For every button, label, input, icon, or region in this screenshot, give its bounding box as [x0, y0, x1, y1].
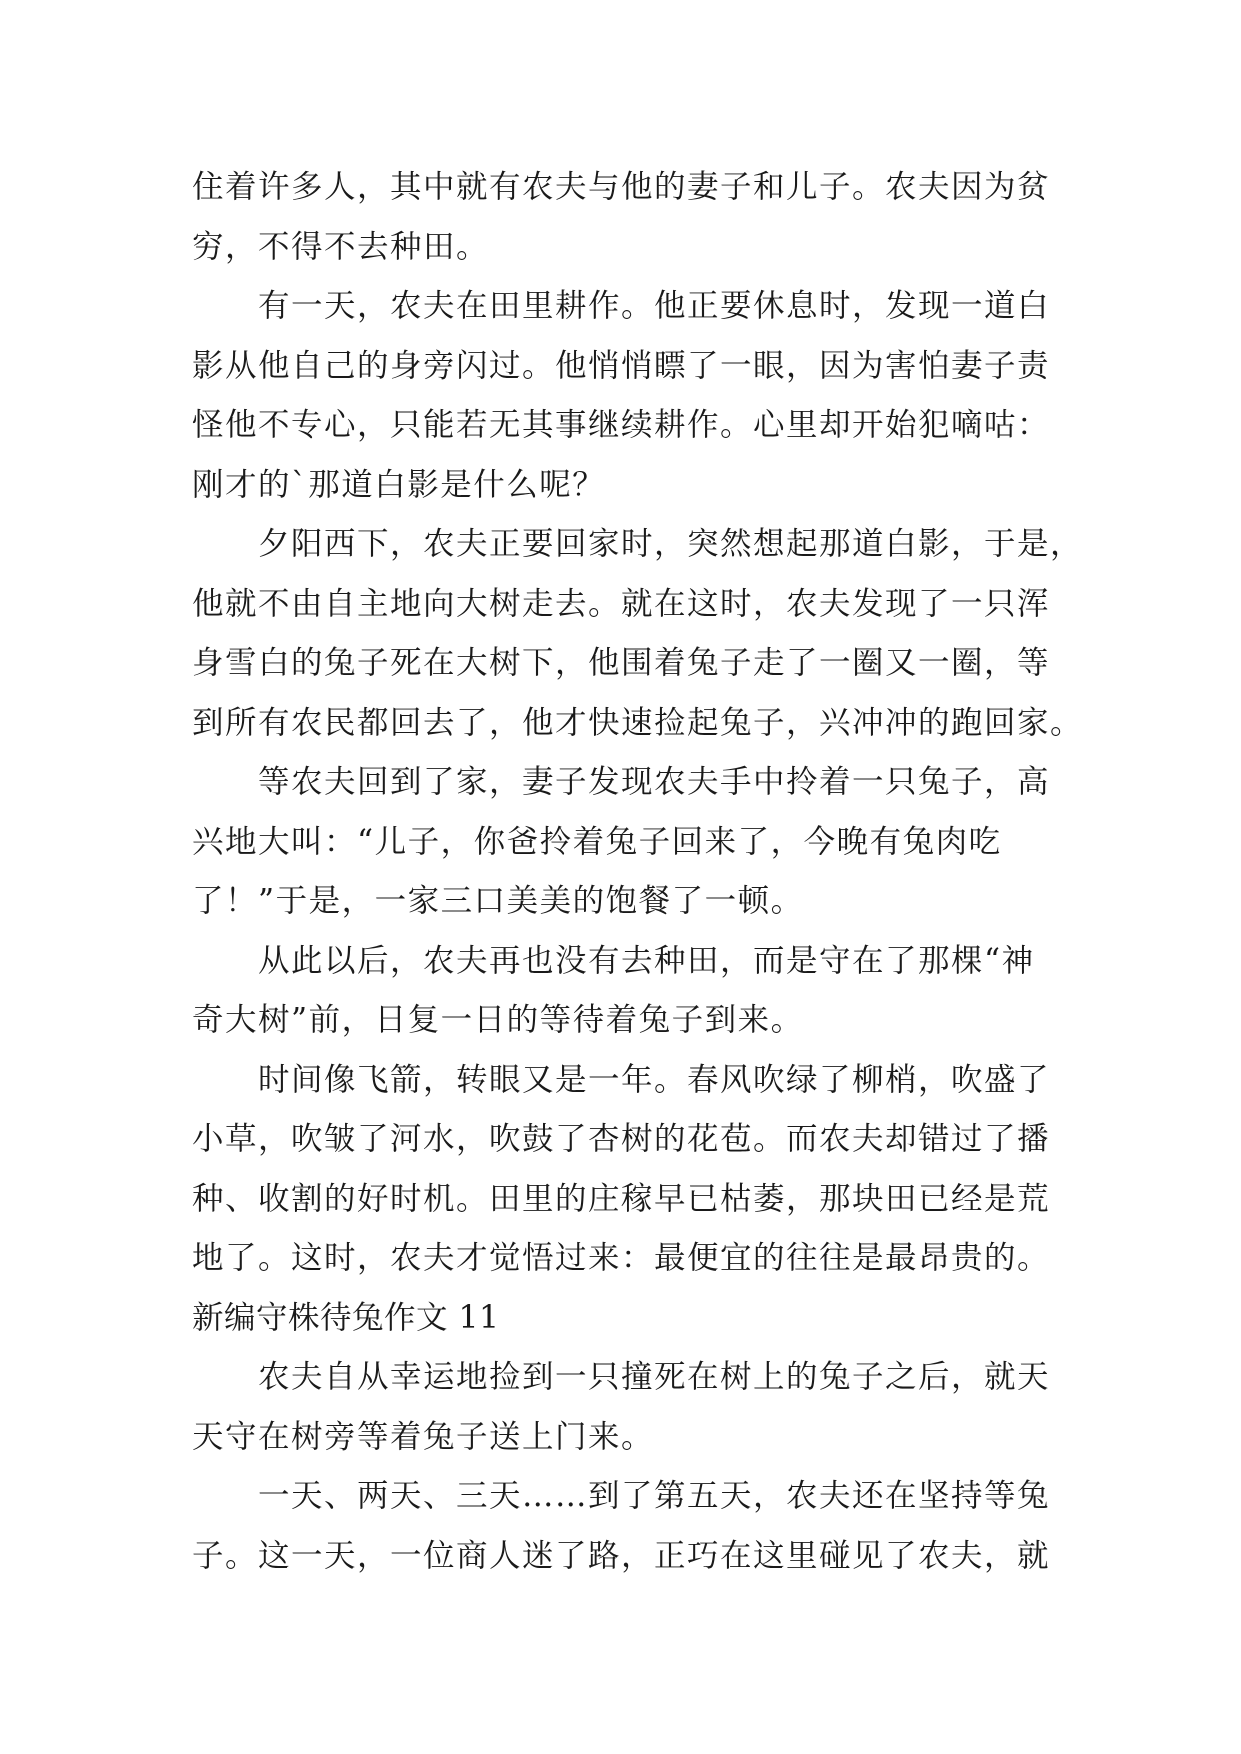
text-line: 兴地大叫：“儿子，你爸拎着兔子回来了，今晚有兔肉吃 [192, 823, 1002, 860]
paragraph-start-line: 有一天，农夫在田里耕作。他正要休息时，发现一道白 [258, 288, 1051, 324]
text-line: 了！”于是，一家三口美美的饱餐了一顿。 [192, 883, 804, 919]
text-line: 天守在树旁等着兔子送上门来。 [192, 1418, 655, 1455]
paragraph-start-line: 从此以后，农夫再也没有去种田，而是守在了那棵“神 [258, 942, 1035, 979]
text-line: 穷，不得不去种田。 [192, 228, 490, 265]
paragraph-start-line: 等农夫回到了家，妻子发现农夫手中拎着一只兔子，高 [258, 764, 1051, 800]
section-heading: 新编守株待兔作文 11 [192, 1299, 500, 1336]
article-body [192, 158, 1084, 1586]
text-line: 住着许多人，其中就有农夫与他的妻子和儿子。农夫因为贫 [192, 169, 1051, 205]
text-line: 小草，吹皱了河水，吹鼓了杏树的花苞。而农夫却错过了播 [192, 1121, 1051, 1157]
text-line: 种、收割的好时机。田里的庄稼早已枯萎，那块田已经是荒 [192, 1180, 1051, 1217]
text-line: 身雪白的兔子死在大树下，他围着兔子走了一圈又一圈，等 [192, 645, 1051, 681]
text-line: 他就不由自主地向大树走去。就在这时，农夫发现了一只浑 [192, 585, 1051, 622]
text-line: 刚才的`那道白影是什么呢？ [192, 466, 606, 503]
text-line: 怪他不专心，只能若无其事继续耕作。心里却开始犯嘀咕： [192, 407, 1051, 443]
paragraph-start-line: 夕阳西下，农夫正要回家时，突然想起那道白影，于是， [258, 526, 1084, 562]
text-line: 子。这一天，一位商人迷了路，正巧在这里碰见了农夫，就 [192, 1537, 1051, 1574]
text-line: 影从他自己的身旁闪过。他悄悄瞟了一眼，因为害怕妻子责 [192, 347, 1051, 384]
paragraph-start-line: 时间像飞箭，转眼又是一年。春风吹绿了柳梢，吹盛了 [258, 1061, 1051, 1098]
paragraph-start-line: 一天、两天、三天……到了第五天，农夫还在坚持等兔 [258, 1478, 1051, 1514]
text-line: 奇大树”前，日复一日的等待着兔子到来。 [192, 1002, 804, 1038]
text-line: 到所有农民都回去了，他才快速捡起兔子，兴冲冲的跑回家。 [192, 704, 1084, 741]
text-line: 地了。这时，农夫才觉悟过来：最便宜的往往是最昂贵的。 [192, 1240, 1051, 1276]
paragraph-start-line: 农夫自从幸运地捡到一只撞死在树上的兔子之后，就天 [258, 1359, 1051, 1395]
